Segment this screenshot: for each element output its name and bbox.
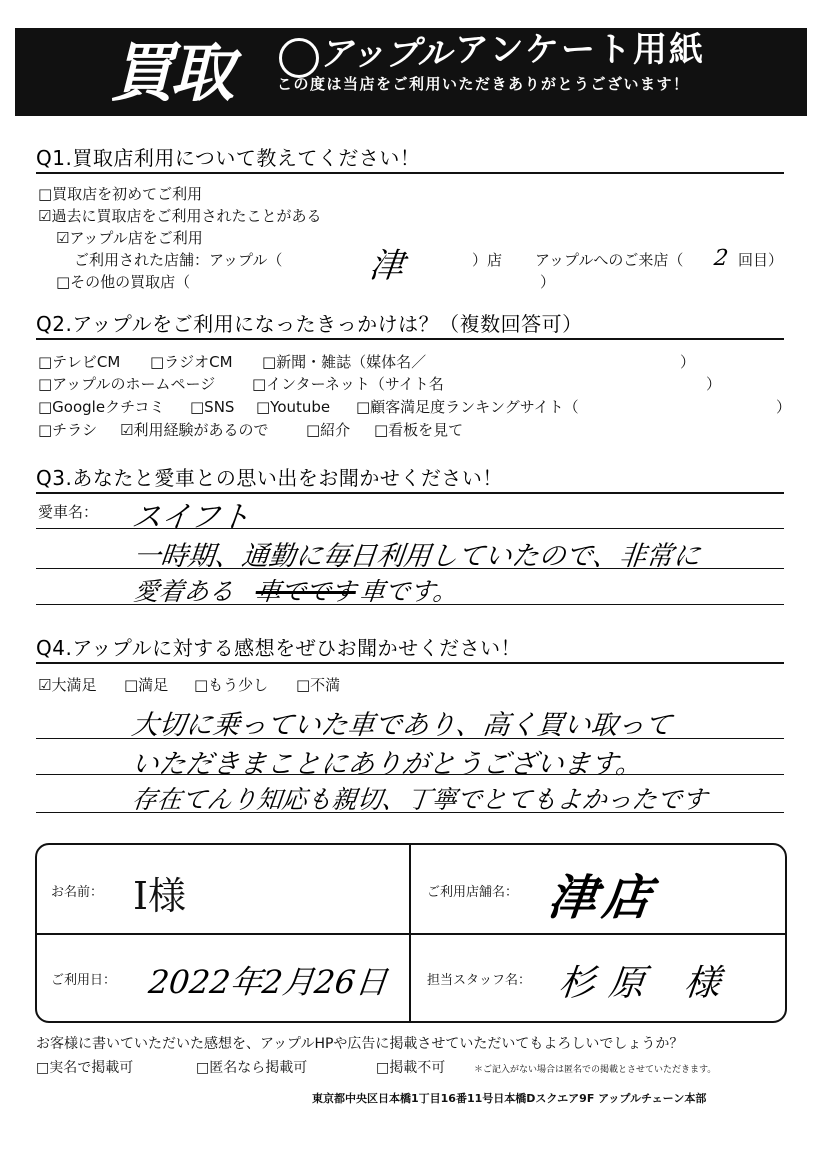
- q4-option-very-satisfied[interactable]: ☑大満足: [38, 676, 97, 694]
- q2-option-internet[interactable]: □インターネット（サイト名: [252, 375, 444, 393]
- q1-option-past-use[interactable]: ☑過去に買取店をご利用されたことがある: [38, 207, 322, 225]
- visit-date-value[interactable]: 2022年2月26日: [146, 963, 390, 1001]
- q3-writing-line: [36, 568, 784, 569]
- q1-store-suffix: ）店: [472, 251, 503, 269]
- q3-memory-line2-a[interactable]: 愛着ある: [132, 577, 236, 606]
- q1-rule: [36, 172, 784, 174]
- publish-note: ＊ご記入がない場合は匿名での掲載とさせていただきます。: [474, 1065, 717, 1075]
- q2-option-google[interactable]: □Googleクチコミ: [38, 398, 165, 416]
- q4-comment-line2[interactable]: いただきまことにありがとうございます。: [130, 749, 645, 780]
- name-label: お名前：: [51, 885, 104, 900]
- visit-date-label: ご利用日：: [51, 973, 117, 988]
- q3-writing-line: [36, 528, 784, 529]
- name-value[interactable]: I様: [133, 874, 187, 918]
- q3-car-label: 愛車名：: [38, 503, 99, 521]
- q1-visit-count-handwritten[interactable]: 2: [712, 246, 730, 271]
- q4-comment-line1[interactable]: 大切に乗っていた車であり、高く買い取って: [130, 710, 674, 741]
- q2-option-experience[interactable]: ☑利用経験があるので: [120, 421, 269, 439]
- q2-rule: [36, 338, 784, 340]
- q2-option-flyer[interactable]: □チラシ: [38, 421, 98, 439]
- option-real-name[interactable]: □実名で掲載可: [36, 1060, 134, 1076]
- q4-option-unsatisfied[interactable]: □不満: [296, 676, 341, 694]
- q1-visit-count-suffix: 回目）: [738, 251, 784, 269]
- q3-memory-line2-b[interactable]: 車です。: [358, 577, 460, 606]
- q2-internet-close: ）: [706, 375, 722, 393]
- q2-option-tv[interactable]: □テレビCM: [38, 353, 121, 371]
- company-address: 東京都中央区日本橋1丁目16番11号日本橋Dスクエア9F アップルチェーン本部: [312, 1092, 707, 1105]
- q2-option-referral[interactable]: □紹介: [306, 421, 351, 439]
- store-name-label: ご利用店舗名：: [427, 885, 519, 900]
- q4-writing-line: [36, 774, 784, 775]
- q1-title: Q1.買取店利用について教えてください！: [36, 146, 421, 170]
- q1-other-close: ）: [540, 273, 556, 291]
- customer-info-box: [35, 843, 787, 1023]
- q1-option-first-time[interactable]: □買取店を初めてご利用: [38, 185, 203, 203]
- q1-store-prefix: ご利用された店舗：アップル（: [74, 251, 283, 269]
- q3-car-name-handwritten[interactable]: スイフト: [129, 500, 252, 535]
- q3-memory-line2-strikethrough: 車でです: [254, 577, 358, 606]
- q2-option-newspaper[interactable]: □新聞・雑誌（媒体名／: [262, 353, 427, 371]
- store-name-value[interactable]: 津店: [545, 870, 660, 926]
- apple-logo-icon: [279, 38, 319, 78]
- q4-option-slightly[interactable]: □もう少し: [194, 676, 269, 694]
- staff-name-value[interactable]: 杉原 様: [556, 963, 737, 1004]
- q3-title: Q3.あなたと愛車との思い出をお聞かせください！: [36, 466, 503, 490]
- survey-title: アンケート用紙: [455, 30, 705, 70]
- q2-option-radio[interactable]: □ラジオCM: [150, 353, 233, 371]
- q1-visit-count-prefix: アップルへのご来店（: [535, 251, 684, 269]
- q4-writing-line: [36, 812, 784, 813]
- q4-title: Q4.アップルに対する感想をぜひお聞かせください！: [36, 636, 522, 660]
- q2-ranking-close: ）: [776, 398, 792, 416]
- publish-consent-question: お客様に書いていただいた感想を、アップルHPや広告に掲載させていただいてもよろしいでしょうか？: [36, 1036, 684, 1052]
- q2-option-ranking[interactable]: □顧客満足度ランキングサイト（: [356, 398, 579, 416]
- q2-option-signboard[interactable]: □看板を見て: [374, 421, 464, 439]
- q3-memory-line1[interactable]: 一時期、通勤に毎日利用していたので、非常に: [132, 541, 702, 572]
- q2-newspaper-close: ）: [680, 353, 696, 371]
- q2-title: Q2.アップルをご利用になったきっかけは？（複数回答可）: [36, 312, 583, 336]
- brand-kanji: 買取: [110, 37, 230, 111]
- option-no-publish[interactable]: □掲載不可: [376, 1060, 446, 1076]
- q2-option-youtube[interactable]: □Youtube: [256, 398, 331, 416]
- q4-rule: [36, 662, 784, 664]
- logo-text: アップル: [319, 34, 452, 74]
- q2-option-sns[interactable]: □SNS: [190, 398, 235, 416]
- q1-option-other-store[interactable]: □その他の買取店（: [56, 273, 191, 291]
- q1-option-apple-store[interactable]: ☑アップル店をご利用: [56, 229, 203, 247]
- q4-writing-line: [36, 738, 784, 739]
- q1-store-handwritten[interactable]: 津: [367, 246, 406, 286]
- survey-subtitle: この度は当店をご利用いただきありがとうございます！: [277, 75, 690, 93]
- q4-option-satisfied[interactable]: □満足: [124, 676, 169, 694]
- q3-writing-line: [36, 604, 784, 605]
- option-anonymous[interactable]: □匿名なら掲載可: [196, 1060, 308, 1076]
- staff-name-label: 担当スタッフ名：: [427, 973, 532, 988]
- info-box-horizontal-divider: [37, 933, 785, 935]
- q4-comment-line3[interactable]: 存在てんり知応も親切、丁寧でとてもよかったです: [130, 785, 709, 814]
- header-banner: [15, 28, 807, 116]
- q2-option-homepage[interactable]: □アップルのホームページ: [38, 375, 216, 393]
